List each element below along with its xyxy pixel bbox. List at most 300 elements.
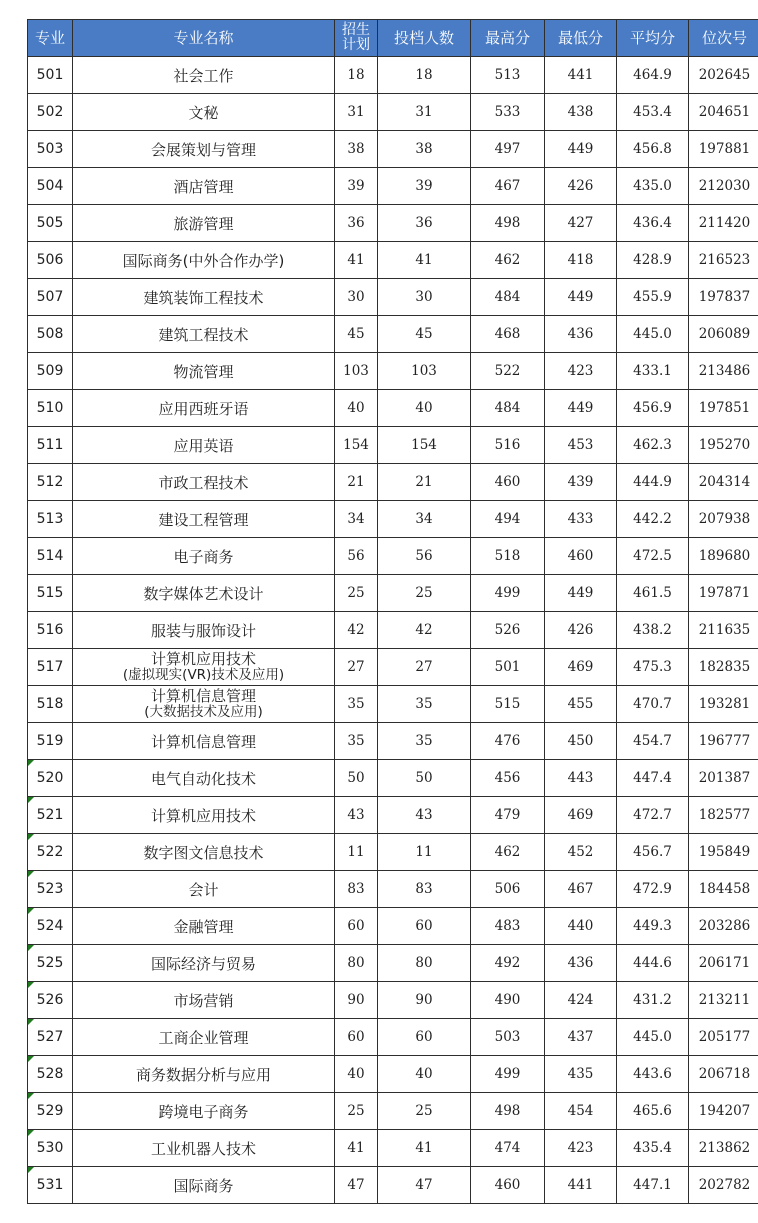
- major-name: 旅游管理: [173, 214, 234, 233]
- cell-filed: 83: [378, 871, 471, 908]
- cell-min: 450: [545, 723, 617, 760]
- cell-code: [28, 94, 73, 131]
- table-row: [28, 538, 758, 575]
- table-row: [28, 760, 758, 797]
- cell-plan: 45: [335, 316, 378, 353]
- major-name: 会计: [188, 880, 219, 899]
- cell-name: [73, 686, 335, 723]
- cell-name: [73, 94, 335, 131]
- cell-code: [28, 57, 73, 94]
- cell-code: [28, 501, 73, 538]
- cell-rank: 206089: [689, 316, 758, 353]
- cell-avg: 464.9: [617, 57, 689, 94]
- table-row: [28, 908, 758, 945]
- cell-plan: 31: [335, 94, 378, 131]
- cell-plan: 25: [335, 575, 378, 612]
- cell-filed: 34: [378, 501, 471, 538]
- major-code: 531: [36, 1177, 64, 1193]
- table-row: [28, 1093, 758, 1130]
- cell-rank: 212030: [689, 168, 758, 205]
- cell-min: 441: [545, 57, 617, 94]
- cell-name: [73, 871, 335, 908]
- cell-max: 484: [471, 390, 545, 427]
- cell-plan: 90: [335, 982, 378, 1019]
- cell-avg: 431.2: [617, 982, 689, 1019]
- cell-avg: 462.3: [617, 427, 689, 464]
- table-row: [28, 279, 758, 316]
- cell-code: [28, 575, 73, 612]
- cell-min: 427: [545, 205, 617, 242]
- cell-rank: 204651: [689, 94, 758, 131]
- cell-max: 499: [471, 1056, 545, 1093]
- major-code: 512: [36, 474, 64, 490]
- cell-max: 516: [471, 427, 545, 464]
- cell-code: [28, 316, 73, 353]
- cell-filed: 35: [378, 686, 471, 723]
- major-code: 518: [36, 696, 64, 712]
- table-row: [28, 1130, 758, 1167]
- cell-min: 418: [545, 242, 617, 279]
- cell-min: 433: [545, 501, 617, 538]
- major-code: 501: [36, 67, 64, 83]
- cell-min: 469: [545, 649, 617, 686]
- major-code: 509: [36, 363, 64, 379]
- table-row: [28, 501, 758, 538]
- cell-rank: 193281: [689, 686, 758, 723]
- major-code: 520: [36, 770, 64, 786]
- table-row: [28, 316, 758, 353]
- cell-plan: 34: [335, 501, 378, 538]
- cell-avg: 475.3: [617, 649, 689, 686]
- cell-min: 436: [545, 945, 617, 982]
- cell-name: [73, 1093, 335, 1130]
- cell-code: [28, 353, 73, 390]
- cell-min: 423: [545, 353, 617, 390]
- cell-avg: 470.7: [617, 686, 689, 723]
- table-row: [28, 353, 758, 390]
- cell-name: [73, 945, 335, 982]
- cell-rank: 202645: [689, 57, 758, 94]
- cell-name: [73, 538, 335, 575]
- cell-rank: 182835: [689, 649, 758, 686]
- cell-avg: 445.0: [617, 316, 689, 353]
- table-row: [28, 871, 758, 908]
- major-name: 计算机信息管理: [150, 687, 256, 705]
- major-name: 数字图文信息技术: [143, 843, 264, 862]
- table-row: [28, 131, 758, 168]
- cell-code: [28, 1093, 73, 1130]
- cell-filed: 40: [378, 390, 471, 427]
- cell-filed: 25: [378, 1093, 471, 1130]
- major-name: 计算机信息管理: [150, 732, 256, 751]
- cell-avg: 456.9: [617, 390, 689, 427]
- cell-min: 424: [545, 982, 617, 1019]
- header-min: 最低分: [545, 20, 617, 57]
- cell-code: [28, 982, 73, 1019]
- cell-plan: 47: [335, 1167, 378, 1204]
- cell-max: 522: [471, 353, 545, 390]
- major-code: 516: [36, 622, 64, 638]
- cell-max: 526: [471, 612, 545, 649]
- cell-filed: 25: [378, 575, 471, 612]
- major-code: 505: [36, 215, 64, 231]
- cell-max: 456: [471, 760, 545, 797]
- cell-filed: 80: [378, 945, 471, 982]
- cell-filed: 18: [378, 57, 471, 94]
- cell-filed: 30: [378, 279, 471, 316]
- cell-rank: 206718: [689, 1056, 758, 1093]
- cell-plan: 41: [335, 242, 378, 279]
- major-name: 金融管理: [173, 917, 234, 936]
- major-code: 504: [36, 178, 64, 194]
- cell-filed: 60: [378, 1019, 471, 1056]
- table-row: [28, 723, 758, 760]
- cell-min: 449: [545, 279, 617, 316]
- major-name: 跨境电子商务: [158, 1102, 249, 1121]
- major-name-sub: (大数据技术及应用): [144, 704, 263, 720]
- cell-avg: 435.0: [617, 168, 689, 205]
- cell-rank: 207938: [689, 501, 758, 538]
- cell-avg: 438.2: [617, 612, 689, 649]
- cell-filed: 45: [378, 316, 471, 353]
- comment-marker-icon: [28, 1167, 34, 1173]
- cell-min: 435: [545, 1056, 617, 1093]
- cell-rank: 189680: [689, 538, 758, 575]
- cell-min: 436: [545, 316, 617, 353]
- cell-name: [73, 908, 335, 945]
- cell-min: 449: [545, 575, 617, 612]
- cell-rank: 201387: [689, 760, 758, 797]
- cell-code: [28, 760, 73, 797]
- cell-min: 452: [545, 834, 617, 871]
- cell-name: [73, 501, 335, 538]
- cell-code: [28, 908, 73, 945]
- cell-code: [28, 612, 73, 649]
- cell-name: [73, 1056, 335, 1093]
- cell-rank: 197851: [689, 390, 758, 427]
- table-row: [28, 57, 758, 94]
- major-name: 工商企业管理: [158, 1028, 249, 1047]
- major-name: 国际经济与贸易: [150, 954, 256, 973]
- cell-code: [28, 649, 73, 686]
- cell-filed: 38: [378, 131, 471, 168]
- major-code: 524: [36, 918, 64, 934]
- cell-avg: 447.4: [617, 760, 689, 797]
- cell-name: [73, 464, 335, 501]
- comment-marker-icon: [28, 908, 34, 914]
- major-code: 523: [36, 881, 64, 897]
- major-name: 商务数据分析与应用: [135, 1065, 271, 1084]
- cell-filed: 50: [378, 760, 471, 797]
- cell-plan: 36: [335, 205, 378, 242]
- cell-avg: 433.1: [617, 353, 689, 390]
- table-row: [28, 612, 758, 649]
- cell-plan: 30: [335, 279, 378, 316]
- cell-max: 513: [471, 57, 545, 94]
- cell-code: [28, 168, 73, 205]
- major-code: 530: [36, 1140, 64, 1156]
- header-plan: [335, 20, 378, 57]
- comment-marker-icon: [28, 945, 34, 951]
- table-row: [28, 94, 758, 131]
- major-name: 国际商务(中外合作办学): [122, 251, 285, 270]
- cell-avg: 472.9: [617, 871, 689, 908]
- major-name: 酒店管理: [173, 177, 234, 196]
- table-row: [28, 1019, 758, 1056]
- major-code: 529: [36, 1103, 64, 1119]
- cell-filed: 60: [378, 908, 471, 945]
- cell-avg: 472.5: [617, 538, 689, 575]
- cell-name: [73, 1019, 335, 1056]
- comment-marker-icon: [28, 982, 34, 988]
- cell-name: [73, 797, 335, 834]
- table-body: [28, 57, 758, 1204]
- major-name: 物流管理: [173, 362, 234, 381]
- major-code: 517: [36, 659, 64, 675]
- cell-code: [28, 834, 73, 871]
- cell-avg: 449.3: [617, 908, 689, 945]
- major-code: 527: [36, 1029, 64, 1045]
- cell-avg: 445.0: [617, 1019, 689, 1056]
- table-row: [28, 168, 758, 205]
- major-code: 506: [36, 252, 64, 268]
- cell-filed: 56: [378, 538, 471, 575]
- table-row: [28, 427, 758, 464]
- cell-name: [73, 427, 335, 464]
- cell-name: [73, 168, 335, 205]
- cell-min: 449: [545, 390, 617, 427]
- cell-rank: 203286: [689, 908, 758, 945]
- major-name: 工业机器人技术: [150, 1139, 256, 1158]
- comment-marker-icon: [28, 1056, 34, 1062]
- cell-rank: 197871: [689, 575, 758, 612]
- header-rank: 位次号: [689, 20, 758, 57]
- cell-plan: 80: [335, 945, 378, 982]
- major-name: 社会工作: [173, 66, 234, 85]
- cell-plan: 11: [335, 834, 378, 871]
- major-code: 513: [36, 511, 64, 527]
- cell-plan: 56: [335, 538, 378, 575]
- cell-max: 498: [471, 205, 545, 242]
- cell-code: [28, 538, 73, 575]
- cell-max: 462: [471, 242, 545, 279]
- table-row: [28, 205, 758, 242]
- cell-plan: 83: [335, 871, 378, 908]
- cell-max: 492: [471, 945, 545, 982]
- cell-filed: 47: [378, 1167, 471, 1204]
- cell-filed: 31: [378, 94, 471, 131]
- cell-filed: 27: [378, 649, 471, 686]
- comment-marker-icon: [28, 760, 34, 766]
- major-name: 建筑工程技术: [158, 325, 249, 344]
- cell-filed: 90: [378, 982, 471, 1019]
- major-name: 电气自动化技术: [150, 769, 256, 788]
- header-max: 最高分: [471, 20, 545, 57]
- cell-rank: 196777: [689, 723, 758, 760]
- cell-min: 453: [545, 427, 617, 464]
- cell-max: 503: [471, 1019, 545, 1056]
- cell-avg: 472.7: [617, 797, 689, 834]
- cell-plan: 40: [335, 390, 378, 427]
- cell-plan: 27: [335, 649, 378, 686]
- table-row: [28, 686, 758, 723]
- major-name: 计算机应用技术: [150, 650, 256, 668]
- cell-code: [28, 427, 73, 464]
- cell-avg: 443.6: [617, 1056, 689, 1093]
- major-code: 525: [36, 955, 64, 971]
- cell-plan: 38: [335, 131, 378, 168]
- cell-name: [73, 279, 335, 316]
- cell-name: [73, 205, 335, 242]
- cell-min: 441: [545, 1167, 617, 1204]
- major-code: 528: [36, 1066, 64, 1082]
- cell-max: 474: [471, 1130, 545, 1167]
- cell-name: [73, 982, 335, 1019]
- table-row: [28, 945, 758, 982]
- cell-min: 440: [545, 908, 617, 945]
- cell-plan: 43: [335, 797, 378, 834]
- major-code: 507: [36, 289, 64, 305]
- cell-plan: 18: [335, 57, 378, 94]
- cell-code: [28, 1019, 73, 1056]
- cell-code: [28, 131, 73, 168]
- major-name: 计算机应用技术: [150, 806, 256, 825]
- table-row: [28, 464, 758, 501]
- cell-plan: 50: [335, 760, 378, 797]
- cell-plan: 25: [335, 1093, 378, 1130]
- comment-marker-icon: [28, 797, 34, 803]
- major-name: 文秘: [188, 103, 219, 122]
- cell-max: 460: [471, 1167, 545, 1204]
- cell-plan: 40: [335, 1056, 378, 1093]
- table-row: [28, 834, 758, 871]
- cell-plan: 39: [335, 168, 378, 205]
- header-name: 专业名称: [73, 20, 335, 57]
- cell-code: [28, 686, 73, 723]
- cell-max: 497: [471, 131, 545, 168]
- cell-max: 476: [471, 723, 545, 760]
- major-name: 建设工程管理: [158, 510, 249, 529]
- cell-max: 462: [471, 834, 545, 871]
- major-name-sub: (虚拟现实(VR)技术及应用): [122, 667, 285, 683]
- cell-min: 443: [545, 760, 617, 797]
- major-name: 服装与服饰设计: [150, 621, 256, 640]
- cell-avg: 436.4: [617, 205, 689, 242]
- cell-name: [73, 131, 335, 168]
- cell-rank: 194207: [689, 1093, 758, 1130]
- cell-max: 499: [471, 575, 545, 612]
- table-row: [28, 1056, 758, 1093]
- cell-filed: 43: [378, 797, 471, 834]
- cell-plan: 35: [335, 723, 378, 760]
- cell-max: 460: [471, 464, 545, 501]
- cell-avg: 456.8: [617, 131, 689, 168]
- cell-name: [73, 649, 335, 686]
- cell-avg: 435.4: [617, 1130, 689, 1167]
- major-code: 514: [36, 548, 64, 564]
- major-code: 526: [36, 992, 64, 1008]
- cell-code: [28, 1056, 73, 1093]
- cell-rank: 197837: [689, 279, 758, 316]
- cell-name: [73, 1167, 335, 1204]
- cell-min: 426: [545, 612, 617, 649]
- cell-code: [28, 464, 73, 501]
- cell-min: 469: [545, 797, 617, 834]
- cell-name: [73, 612, 335, 649]
- cell-name: [73, 390, 335, 427]
- cell-avg: 453.4: [617, 94, 689, 131]
- major-name: 市政工程技术: [158, 473, 249, 492]
- cell-rank: 206171: [689, 945, 758, 982]
- major-code: 511: [36, 437, 64, 453]
- cell-name: [73, 1130, 335, 1167]
- cell-filed: 40: [378, 1056, 471, 1093]
- table-row: [28, 242, 758, 279]
- cell-avg: 444.9: [617, 464, 689, 501]
- major-name: 电子商务: [173, 547, 234, 566]
- cell-max: 518: [471, 538, 545, 575]
- cell-avg: 442.2: [617, 501, 689, 538]
- cell-name: [73, 353, 335, 390]
- major-name: 会展策划与管理: [150, 140, 256, 159]
- major-name: 建筑装饰工程技术: [143, 288, 264, 307]
- cell-rank: 197881: [689, 131, 758, 168]
- cell-min: 455: [545, 686, 617, 723]
- cell-filed: 39: [378, 168, 471, 205]
- cell-avg: 428.9: [617, 242, 689, 279]
- cell-min: 423: [545, 1130, 617, 1167]
- header-filed: 投档人数: [378, 20, 471, 57]
- cell-name: [73, 760, 335, 797]
- cell-max: 494: [471, 501, 545, 538]
- comment-marker-icon: [28, 1130, 34, 1136]
- cell-plan: 103: [335, 353, 378, 390]
- cell-min: 467: [545, 871, 617, 908]
- cell-min: 439: [545, 464, 617, 501]
- cell-filed: 41: [378, 1130, 471, 1167]
- cell-code: [28, 205, 73, 242]
- header-plan-line2: 计划: [342, 37, 370, 53]
- cell-avg: 447.1: [617, 1167, 689, 1204]
- major-name: 应用英语: [173, 436, 234, 455]
- cell-filed: 42: [378, 612, 471, 649]
- cell-max: 468: [471, 316, 545, 353]
- cell-plan: 35: [335, 686, 378, 723]
- cell-filed: 154: [378, 427, 471, 464]
- table-row: [28, 982, 758, 1019]
- cell-filed: 35: [378, 723, 471, 760]
- major-name: 数字媒体艺术设计: [143, 584, 264, 603]
- major-name: 市场营销: [173, 991, 234, 1010]
- cell-rank: 195849: [689, 834, 758, 871]
- cell-min: 449: [545, 131, 617, 168]
- cell-max: 483: [471, 908, 545, 945]
- cell-plan: 21: [335, 464, 378, 501]
- cell-max: 498: [471, 1093, 545, 1130]
- comment-marker-icon: [28, 871, 34, 877]
- cell-name: [73, 723, 335, 760]
- table-row: [28, 797, 758, 834]
- header-row: [28, 20, 758, 57]
- cell-name: [73, 57, 335, 94]
- cell-max: 501: [471, 649, 545, 686]
- cell-max: 467: [471, 168, 545, 205]
- cell-code: [28, 797, 73, 834]
- table-row: [28, 1167, 758, 1204]
- cell-code: [28, 279, 73, 316]
- cell-name: [73, 575, 335, 612]
- cell-max: 506: [471, 871, 545, 908]
